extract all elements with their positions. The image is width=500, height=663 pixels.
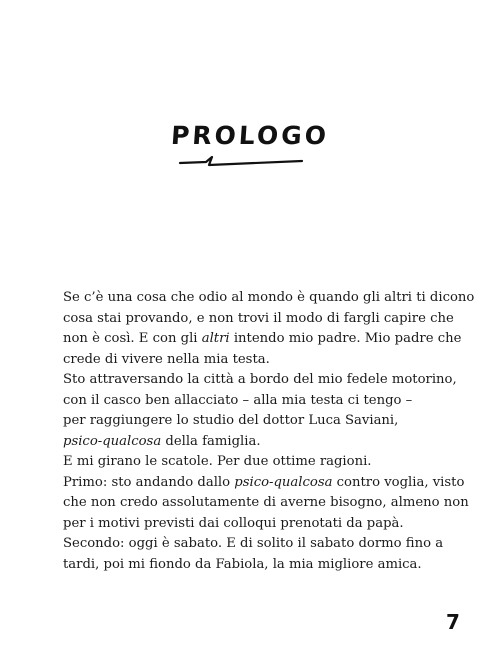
body-paragraph [63,288,483,575]
text-segment: tardi, poi mi fiondo da Fabiola, la mia migliore amica. [63,556,422,572]
italic-text-segment: psico-qualcosa [63,433,162,449]
text-segment: per raggiungere lo studio del dottor Luca Saviani, [63,413,399,428]
text-segment: intendo mio padre. Mio padre che [229,331,462,346]
text-segment: non è così. E con gli [63,331,202,346]
text-segment: che non credo assolutamente di averne bisogno, almeno non [63,495,469,510]
text-segment: crede di vivere nella mia testa. [63,351,270,367]
text-segment: Se c’è una cosa che odio al mondo è quando gli altri ti dicono [63,290,475,305]
text-segment: E mi girano le scatole. Per due ottime ragioni. [63,454,372,469]
text-segment: con il casco ben allacciato – alla mia testa ci tengo – [63,392,413,408]
page-number: 7 [446,610,460,634]
text-segment: contro voglia, visto [332,474,465,490]
text-segment: Sto attraversando la città a bordo del mio fedele motorino, [63,372,457,387]
text-line [63,391,483,412]
text-segment: cosa stai provando, e non trovi il modo di fargli capire che [63,310,454,326]
text-line [63,288,483,309]
text-segment: Primo: sto andando dallo [63,474,235,490]
chapter-title: PROLOGO [170,121,330,150]
text-segment: Secondo: oggi è sabato. E di solito il sabato dormo fino a [63,536,444,551]
text-line [63,493,483,514]
text-line [63,329,483,350]
text-line [63,411,483,432]
text-line [63,309,483,330]
italic-text-segment: altri [201,331,230,346]
text-line [63,534,483,555]
text-line [63,452,483,473]
text-line [63,555,483,576]
title-underline-decoration [176,153,306,169]
text-line [63,370,483,391]
text-segment: della famiglia. [161,433,261,449]
italic-text-segment: psico-qualcosa [234,474,333,490]
text-line [63,350,483,371]
text-line [63,432,483,453]
text-line [63,514,483,535]
text-line [63,473,483,494]
text-segment: per i motivi previsti dai colloqui prenotati da papà. [63,515,404,531]
